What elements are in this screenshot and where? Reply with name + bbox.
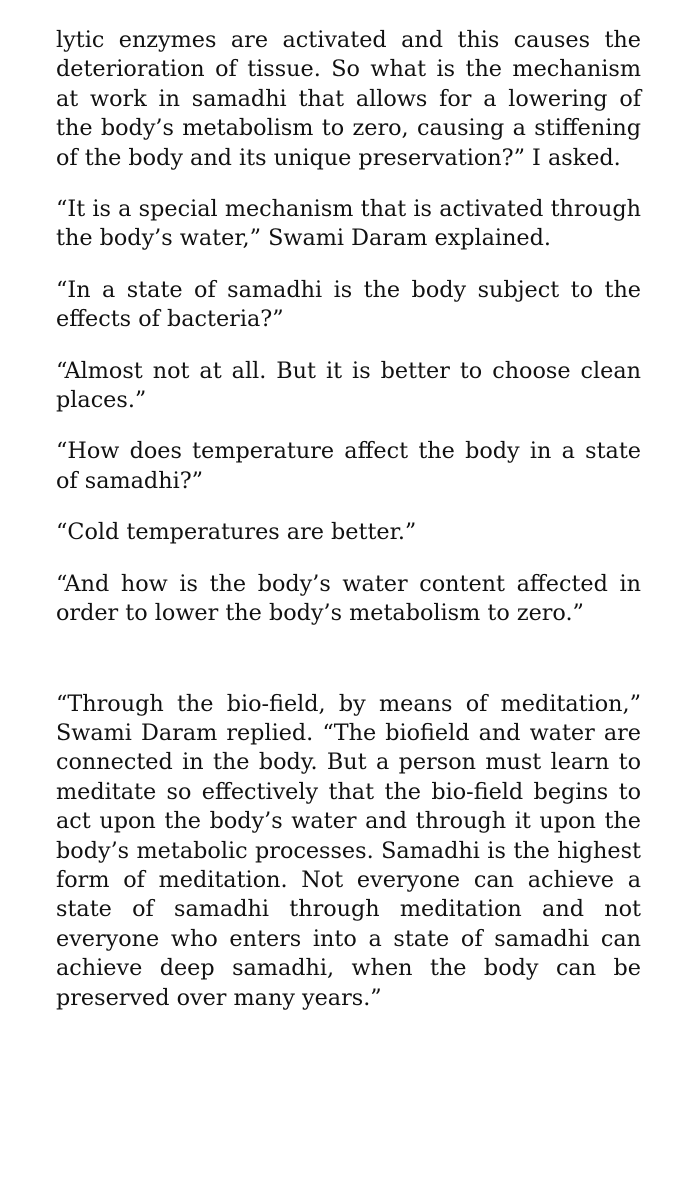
paragraph-clean-places: “Almost not at all. But it is better to choose clean places.” (56, 357, 641, 414)
paragraph-special-mechanism: “It is a special mechanism that is activated through the body’s water,” Swami Daram explained. (56, 196, 641, 252)
paragraph-mechanism-question: lytic enzymes are activated and this causes the deterioration of tissue. So what is the mechanism at work in samadhi that allows for a lowering of the body’s metabolism to zero, causing a stiffening of the body and its unique preservation?” I asked. (56, 27, 641, 171)
paragraph-temperature-question: “How does temperature affect the body in a state of samadhi?” (56, 438, 641, 494)
paragraph-bio-field-answer: “Through the bio-field, by means of meditation,” Swami Daram replied. “The biofield and water are connected in the body. But a person must learn to meditate so effectively that the bio-field begins to act upon the body’s water and through it upon the body’s metabolic processes. Samadhi is the highest form of meditation. Not everyone can achieve a state of samadhi through meditation and not everyone who enters into a state of samadhi can achieve deep samadhi, when the body can be preserved over many years.” (56, 690, 641, 1011)
paragraph-cold-temperatures: “Cold temperatures are better.” (56, 519, 417, 546)
paragraph-water-content-question: “And how is the body’s water content affected in order to lower the body’s metabolism to zero.” (56, 570, 641, 627)
paragraph-bacteria-question: “In a state of samadhi is the body subject to the effects of bacteria?” (56, 276, 641, 333)
book-page (56, 26, 641, 1035)
